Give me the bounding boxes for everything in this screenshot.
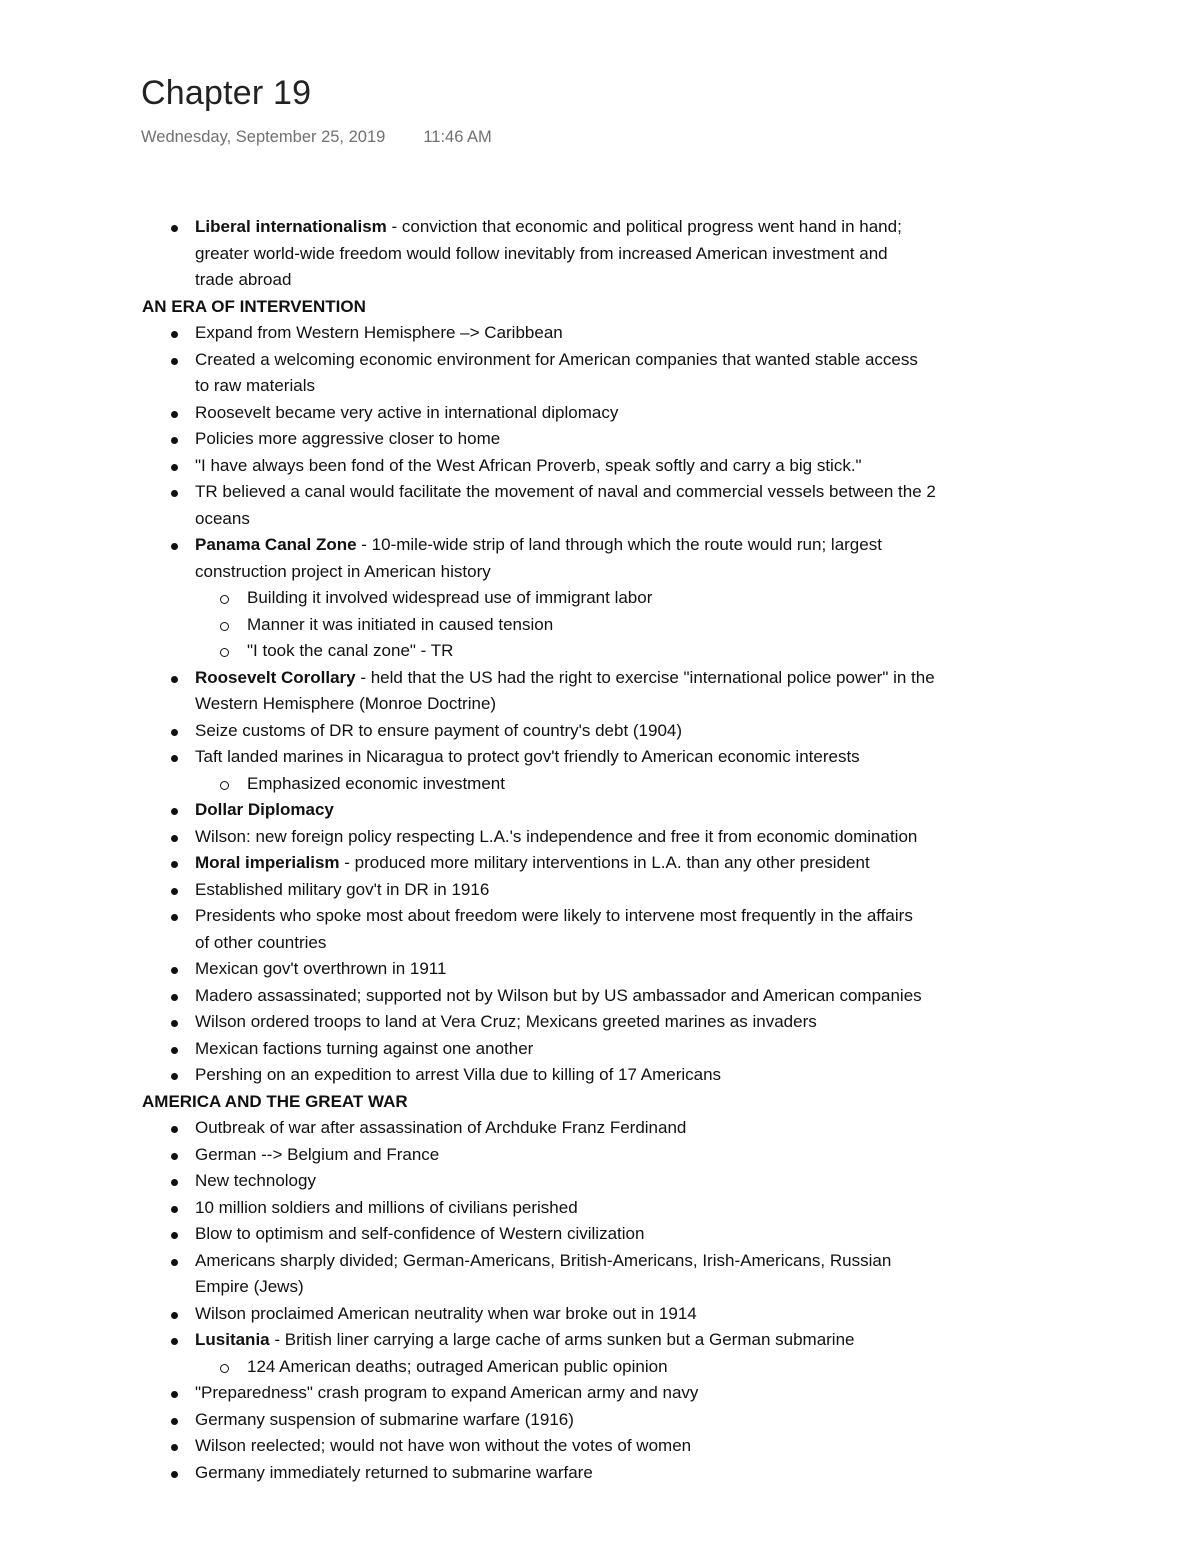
- key-term: Moral imperialism: [195, 853, 340, 872]
- bullet-icon: [171, 1471, 178, 1478]
- list-item-continuation: [0, 373, 1200, 400]
- key-term: Roosevelt Corollary: [195, 667, 356, 687]
- bullet-icon: [171, 729, 178, 736]
- sub-list-item: [0, 771, 1200, 798]
- bullet-icon: [171, 464, 178, 471]
- list-item: [0, 1433, 1200, 1460]
- list-item-continuation: [0, 506, 1200, 533]
- list-item: [0, 1036, 1200, 1063]
- list-item: [0, 1115, 1200, 1142]
- list-item: [0, 426, 1200, 453]
- bullet-icon: [171, 490, 178, 497]
- bullet-icon: [171, 1391, 178, 1398]
- line-text: TR believed a canal would facilitate the movement of naval and commercial vessels between the 2: [195, 482, 936, 501]
- line-text: AMERICA AND THE GREAT WAR: [142, 1091, 408, 1111]
- line-text: AN ERA OF INTERVENTION: [142, 296, 366, 316]
- line-text: Pershing on an expedition to arrest Villa due to killing of 17 Americans: [195, 1065, 722, 1084]
- line-text: Wilson reelected; would not have won without the votes of women: [195, 1436, 692, 1455]
- hollow-bullet-icon: [220, 781, 229, 790]
- line-text: Mexican gov't overthrown in 1911: [195, 959, 447, 978]
- list-item: [0, 983, 1200, 1010]
- bullet-icon: [171, 225, 178, 232]
- bullet-icon: [171, 411, 178, 418]
- list-item-continuation: [0, 1274, 1200, 1301]
- line-text: Wilson proclaimed American neutrality when war broke out in 1914: [195, 1303, 697, 1323]
- list-item: [0, 824, 1200, 851]
- hollow-bullet-icon: [220, 622, 229, 631]
- list-item: [0, 1327, 1200, 1354]
- list-item: [0, 1248, 1200, 1275]
- bullet-icon: [171, 808, 178, 815]
- bullet-icon: [171, 543, 178, 550]
- hollow-bullet-icon: [220, 595, 229, 604]
- list-item: [0, 347, 1200, 374]
- list-item: [0, 797, 1200, 824]
- list-item: [0, 718, 1200, 745]
- note-date: Wednesday, September 25, 2019: [141, 128, 386, 146]
- line-text: Madero assassinated; supported not by Wilson but by US ambassador and American companies: [195, 985, 922, 1005]
- line-text: Blow to optimism and self-confidence of Western civilization: [195, 1224, 645, 1243]
- note-body: [0, 214, 1200, 1486]
- line-text: "I took the canal zone" - TR: [247, 641, 454, 660]
- bullet-icon: [171, 1073, 178, 1080]
- bullet-icon: [171, 1312, 178, 1319]
- bullet-icon: [171, 1153, 178, 1160]
- bullet-icon: [171, 967, 178, 974]
- line-text: New technology: [195, 1171, 316, 1190]
- list-item: [0, 453, 1200, 480]
- list-item: [0, 214, 1200, 241]
- bullet-icon: [171, 1126, 178, 1133]
- sub-list-item: [0, 612, 1200, 639]
- list-item: [0, 320, 1200, 347]
- line-text: Wilson: new foreign policy respecting L.A.'s independence and free it from economic domination: [195, 826, 918, 846]
- bullet-icon: [171, 861, 178, 868]
- key-term: Panama Canal Zone: [195, 535, 357, 554]
- line-text: Empire (Jews): [195, 1277, 304, 1296]
- line-text: Established military gov't in DR in 1916: [195, 879, 490, 899]
- list-item-continuation: [0, 559, 1200, 586]
- list-item: [0, 1407, 1200, 1434]
- bullet-icon: [171, 1047, 178, 1054]
- bullet-icon: [171, 1259, 178, 1266]
- bullet-icon: [171, 1444, 178, 1451]
- list-item: [0, 1168, 1200, 1195]
- page-title: Chapter 19: [141, 74, 312, 112]
- line-text: Created a welcoming economic environment for American companies that wanted stable access: [195, 349, 918, 369]
- line-text: Seize customs of DR to ensure payment of country's debt (1904): [195, 720, 683, 740]
- line-text: construction project in American history: [195, 561, 491, 581]
- key-term: Dollar Diplomacy: [195, 800, 334, 819]
- line-text: German --> Belgium and France: [195, 1144, 440, 1164]
- line-text: "Preparedness" crash program to expand American army and navy: [195, 1383, 699, 1402]
- sub-list-item: [0, 585, 1200, 612]
- sub-list-item: [0, 638, 1200, 665]
- note-time: 11:46 AM: [423, 128, 492, 146]
- line-text: Western Hemisphere (Monroe Doctrine): [195, 694, 497, 713]
- list-item-continuation: [0, 267, 1200, 294]
- line-text: Emphasized economic investment: [247, 773, 505, 793]
- line-text: 10 million soldiers and millions of civilians perished: [195, 1197, 578, 1217]
- key-term: Liberal internationalism: [195, 217, 387, 236]
- line-text: Manner it was initiated in caused tension: [247, 614, 554, 634]
- bullet-icon: [171, 1020, 178, 1027]
- line-text: - produced more military interventions in L.A. than any other president: [339, 853, 870, 872]
- list-item: [0, 1009, 1200, 1036]
- line-text: Germany suspension of submarine warfare (1916): [195, 1409, 574, 1429]
- note-timestamp: [141, 128, 492, 147]
- list-item-continuation: [0, 930, 1200, 957]
- list-item: [0, 877, 1200, 904]
- bullet-icon: [171, 1206, 178, 1213]
- line-text: Mexican factions turning against one another: [195, 1038, 534, 1058]
- line-text: Taft landed marines in Nicaragua to protect gov't friendly to American economic interests: [195, 747, 860, 766]
- list-item: [0, 1062, 1200, 1089]
- bullet-icon: [171, 331, 178, 338]
- line-text: Germany immediately returned to submarine warfare: [195, 1462, 593, 1482]
- line-text: Outbreak of war after assassination of Archduke Franz Ferdinand: [195, 1118, 687, 1137]
- list-item: [0, 1221, 1200, 1248]
- list-item: [0, 956, 1200, 983]
- line-text: of other countries: [195, 932, 327, 952]
- list-item: [0, 532, 1200, 559]
- line-text: Americans sharply divided; German-Americans, British-Americans, Irish-Americans, Russian: [195, 1250, 892, 1270]
- key-term: Lusitania: [195, 1330, 270, 1349]
- line-text: - British liner carrying a large cache of arms sunken but a German submarine: [269, 1330, 855, 1349]
- line-text: greater world-wide freedom would follow inevitably from increased American investment and: [195, 243, 888, 263]
- list-item: [0, 1142, 1200, 1169]
- list-item: [0, 744, 1200, 771]
- line-text: Presidents who spoke most about freedom were likely to intervene most frequently in the affairs: [195, 906, 913, 925]
- line-text: Building it involved widespread use of immigrant labor: [247, 588, 653, 607]
- bullet-icon: [171, 888, 178, 895]
- bullet-icon: [171, 437, 178, 444]
- bullet-icon: [171, 1179, 178, 1186]
- line-text: oceans: [195, 508, 250, 528]
- list-item: [0, 1460, 1200, 1487]
- list-item-continuation: [0, 691, 1200, 718]
- bullet-icon: [171, 994, 178, 1001]
- bullet-icon: [171, 755, 178, 762]
- list-item: [0, 903, 1200, 930]
- hollow-bullet-icon: [220, 1364, 229, 1373]
- list-item-continuation: [0, 241, 1200, 268]
- bullet-icon: [171, 1338, 178, 1345]
- line-text: Roosevelt became very active in international diplomacy: [195, 402, 619, 422]
- bullet-icon: [171, 1232, 178, 1239]
- bullet-icon: [171, 358, 178, 365]
- line-text: to raw materials: [195, 376, 315, 395]
- list-item: [0, 850, 1200, 877]
- list-item: [0, 1195, 1200, 1222]
- list-item: [0, 665, 1200, 692]
- line-text: - 10-mile-wide strip of land through which the route would run; largest: [356, 535, 882, 554]
- line-text: 124 American deaths; outraged American public opinion: [247, 1356, 668, 1376]
- line-text: trade abroad: [195, 270, 292, 289]
- line-text: - held that the US had the right to exercise "international police power" in the: [355, 667, 935, 687]
- list-item: [0, 400, 1200, 427]
- line-text: Policies more aggressive closer to home: [195, 429, 501, 448]
- line-text: - conviction that economic and political progress went hand in hand;: [386, 217, 902, 236]
- list-item: [0, 1301, 1200, 1328]
- section-heading: [0, 294, 1200, 321]
- bullet-icon: [171, 676, 178, 683]
- bullet-icon: [171, 835, 178, 842]
- line-text: Wilson ordered troops to land at Vera Cruz; Mexicans greeted marines as invaders: [195, 1012, 817, 1031]
- hollow-bullet-icon: [220, 648, 229, 657]
- sub-list-item: [0, 1354, 1200, 1381]
- bullet-icon: [171, 1418, 178, 1425]
- bullet-icon: [171, 914, 178, 921]
- line-text: "I have always been fond of the West African Proverb, speak softly and carry a big stick.": [195, 455, 862, 475]
- line-text: Expand from Western Hemisphere –> Caribbean: [195, 323, 563, 342]
- list-item: [0, 479, 1200, 506]
- section-heading: [0, 1089, 1200, 1116]
- list-item: [0, 1380, 1200, 1407]
